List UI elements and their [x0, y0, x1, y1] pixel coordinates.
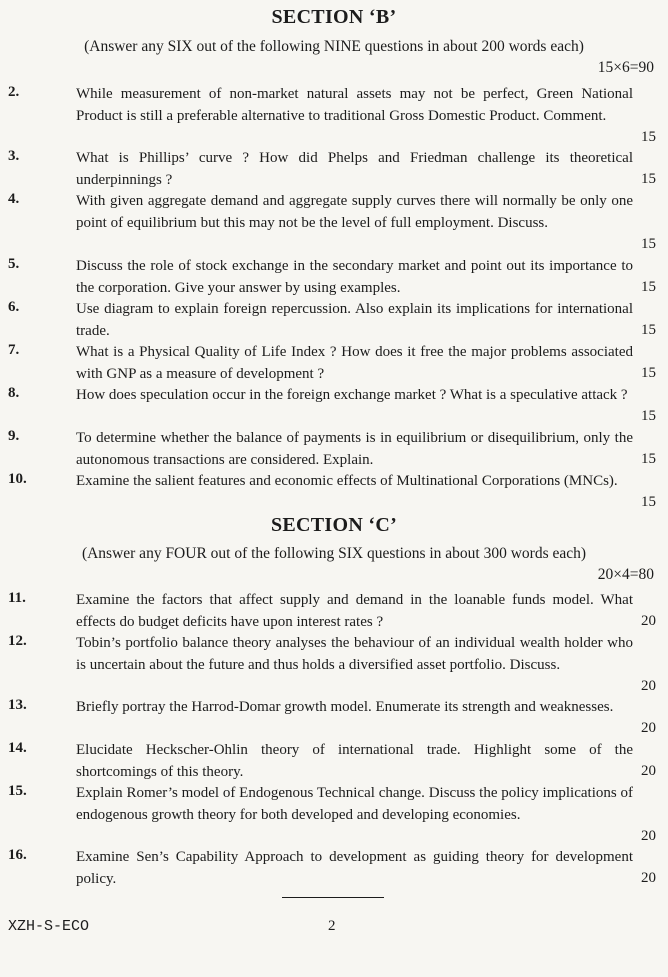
question-marks: 15 — [641, 365, 656, 381]
section-c-title: SECTION ‘C’ — [270, 514, 398, 536]
question-text: 15 What is Phillips’ curve ? How did Phelps and Friedman challenge its theoretical underpinnings ? — [76, 148, 656, 191]
question-marks: 15 — [641, 171, 656, 187]
question-number: 7. — [8, 342, 20, 358]
question-text: 20 Examine the factors that affect supply and demand in the loanable funds model. What effects do budget deficits have upon interest rates ? — [76, 590, 656, 633]
section-c-marks: 20×4=80 — [597, 566, 654, 583]
question-marks: 15 — [641, 129, 656, 145]
question-marks: 20 — [641, 870, 656, 886]
section-b-marks: 15×6=90 — [597, 59, 654, 76]
section-b-title: SECTION ‘B’ — [271, 6, 397, 28]
paper-code: XZH-S-ECO — [8, 918, 90, 935]
question-text: 20 Explain Romer’s model of Endogenous Technical change. Discuss the policy implications of endogenous growth theory for both developed and developing economies. — [76, 783, 656, 848]
question-text: 20 Examine Sen’s Capability Approach to development as guiding theory for development policy. — [76, 847, 656, 890]
question-number: 15. — [8, 783, 27, 799]
question-text: 15 What is a Physical Quality of Life Index ? How does it free the major problems associated with GNP as a measure of development ? — [76, 342, 656, 385]
question-number: 16. — [8, 847, 27, 863]
question-number: 12. — [8, 633, 27, 649]
question-number: 11. — [8, 590, 26, 606]
question-number: 5. — [8, 256, 20, 272]
question-number: 10. — [8, 471, 27, 487]
question-marks: 15 — [641, 322, 656, 338]
question-marks: 20 — [641, 763, 656, 779]
question-number: 13. — [8, 697, 27, 713]
question-number: 6. — [8, 299, 20, 315]
question-marks: 20 — [641, 828, 656, 844]
question-text: 15 With given aggregate demand and aggregate supply curves there will normally be only one point of equilibrium but this may not be the level of full employment. Discuss. — [76, 191, 656, 256]
question-text: 20 Elucidate Heckscher-Ohlin theory of international trade. Highlight some of the shortcomings of this theory. — [76, 740, 656, 783]
question-marks: 20 — [641, 613, 656, 629]
question-marks: 15 — [641, 236, 656, 252]
question-number: 4. — [8, 191, 20, 207]
question-number: 8. — [8, 385, 20, 401]
question-number: 14. — [8, 740, 27, 756]
question-marks: 20 — [641, 678, 656, 694]
question-text: 15 To determine whether the balance of payments is in equilibrium or disequilibrium, only the autonomous transactions are considered. Explain. — [76, 428, 656, 471]
end-divider — [282, 897, 384, 898]
question-text: 15 Examine the salient features and economic effects of Multinational Corporations (MNCs). — [76, 471, 656, 514]
question-text: 15 Use diagram to explain foreign repercussion. Also explain its implications for international trade. — [76, 299, 656, 342]
question-text: 15 Discuss the role of stock exchange in the secondary market and point out its importance to the corporation. Give your answer by using examples. — [76, 256, 656, 299]
question-number: 9. — [8, 428, 20, 444]
section-c-instruction: (Answer any FOUR out of the following SIX questions in about 300 words each) — [81, 545, 587, 562]
question-marks: 15 — [641, 408, 656, 424]
question-number: 3. — [8, 148, 20, 164]
question-text: 20 Briefly portray the Harrod-Domar growth model. Enumerate its strength and weaknesses. — [76, 697, 656, 740]
question-text: 15 While measurement of non-market natural assets may not be perfect, Green National Product is still a preferable alternative to traditional Gross Domestic Product. Comment. — [76, 84, 656, 149]
question-marks: 15 — [641, 494, 656, 510]
question-marks: 20 — [641, 720, 656, 736]
page-number: 2 — [328, 918, 336, 934]
question-text: 15 How does speculation occur in the foreign exchange market ? What is a speculative attack ? — [76, 385, 656, 428]
question-marks: 15 — [641, 279, 656, 295]
question-number: 2. — [8, 84, 20, 100]
question-text: 20 Tobin’s portfolio balance theory analyses the behaviour of an individual wealth holder who is uncertain about the future and thus holds a diversified asset portfolio. Discuss. — [76, 633, 656, 698]
section-b-instruction: (Answer any SIX out of the following NINE questions in about 200 words each) — [84, 38, 584, 55]
question-marks: 15 — [641, 451, 656, 467]
